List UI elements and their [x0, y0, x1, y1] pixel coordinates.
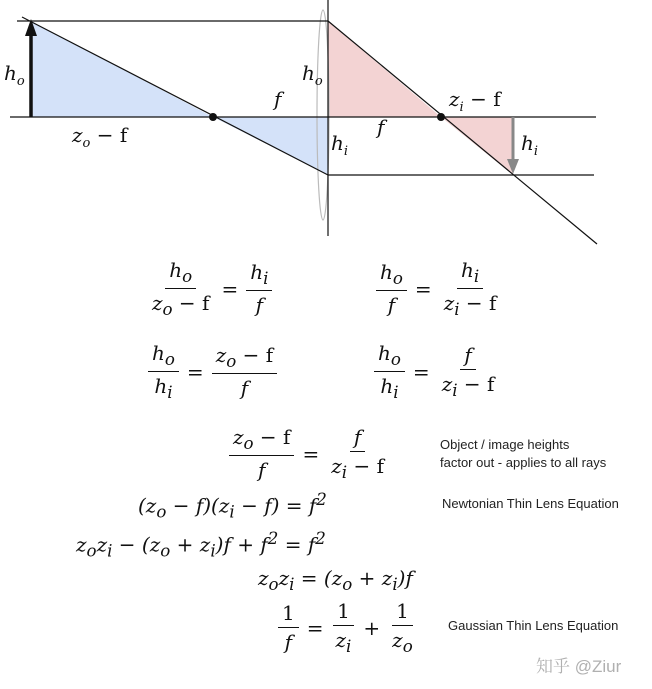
focal-ray-image-side — [328, 21, 597, 244]
equation-similar-triangles-2: $\frac{h_o}{f}$ = $\frac{h_i}{z_i - f}$ — [376, 258, 500, 319]
fraction: $\frac{h_i}{z_i - f}$ — [443, 258, 497, 319]
fraction: $\frac{h_i}{f}$ — [246, 260, 272, 317]
fraction: $\frac{h_o}{h_i}$ — [148, 341, 179, 402]
watermark: 知乎 @Ziur — [536, 657, 622, 676]
equation-height-ratio-1: $\frac{h_o}{h_i}$ = $\frac{z_o - f}{f}$ — [148, 341, 277, 402]
equation-expanded: $z_oz_i - (z_o + z_i)f + f^2 = f^2$ — [76, 529, 326, 561]
fraction: $\frac{f}{z_i - f}$ — [331, 425, 384, 482]
fraction: $\frac{1}{f}$ — [278, 601, 299, 654]
label-zi-minus-f: $z_i - f$ — [449, 87, 501, 115]
fraction: $\frac{f}{z_i - f}$ — [441, 343, 495, 400]
equation-height-ratio-2: $\frac{h_o}{h_i}$ = $\frac{f}{z_i - f}$ — [374, 341, 498, 402]
label-h-o-object: $h_o$ — [4, 61, 25, 89]
fraction: $\frac{1}{z_i}$ — [332, 599, 356, 656]
equation-newtonian: $(z_o - f)(z_i - f) = f^2$ — [138, 490, 327, 522]
focal-point-image-side — [437, 113, 445, 121]
equation-simplified: $z_oz_i = (z_o + z_i)f$ — [258, 566, 413, 594]
fraction: $\frac{h_o}{f}$ — [376, 260, 407, 317]
note-object-image-heights: Object / image heights factor out - applies to all rays — [440, 437, 607, 470]
focal-point-object-side — [209, 113, 217, 121]
lens-outline — [317, 10, 329, 220]
fraction: $\frac{h_o}{h_i}$ — [374, 341, 405, 402]
image-side-red-triangle — [441, 117, 513, 175]
fraction: $\frac{z_o - f}{f}$ — [212, 343, 277, 400]
thin-lens-ray-diagram — [0, 0, 652, 250]
label-zo-minus-f: $z_o - f$ — [72, 123, 128, 151]
label-h-i-image: $h_i$ — [521, 131, 539, 159]
fraction: $\frac{h_o}{z_o - f}$ — [152, 258, 210, 319]
note-gaussian: Gaussian Thin Lens Equation — [448, 618, 619, 633]
label-f-object-side: f — [274, 87, 282, 111]
fraction: $\frac{1}{z_o}$ — [392, 599, 413, 656]
label-h-i-lens: $h_i$ — [331, 131, 349, 159]
label-h-o-lens: $h_o$ — [302, 61, 323, 89]
equation-similar-triangles-1: $\frac{h_o}{z_o - f}$ = $\frac{h_i}{f}$ — [148, 258, 272, 319]
equation-gaussian: $\frac{1}{f}$ = $\frac{1}{z_i}$ + $\frac{1}{z_o}$ — [278, 599, 417, 656]
equation-combined-ratio: $\frac{z_o - f}{f}$ = $\frac{f}{z_i - f}$ — [229, 425, 388, 482]
note-newtonian: Newtonian Thin Lens Equation — [442, 496, 619, 511]
label-f-image-side: f — [377, 115, 385, 139]
fraction: $\frac{z_o - f}{f}$ — [229, 425, 294, 482]
